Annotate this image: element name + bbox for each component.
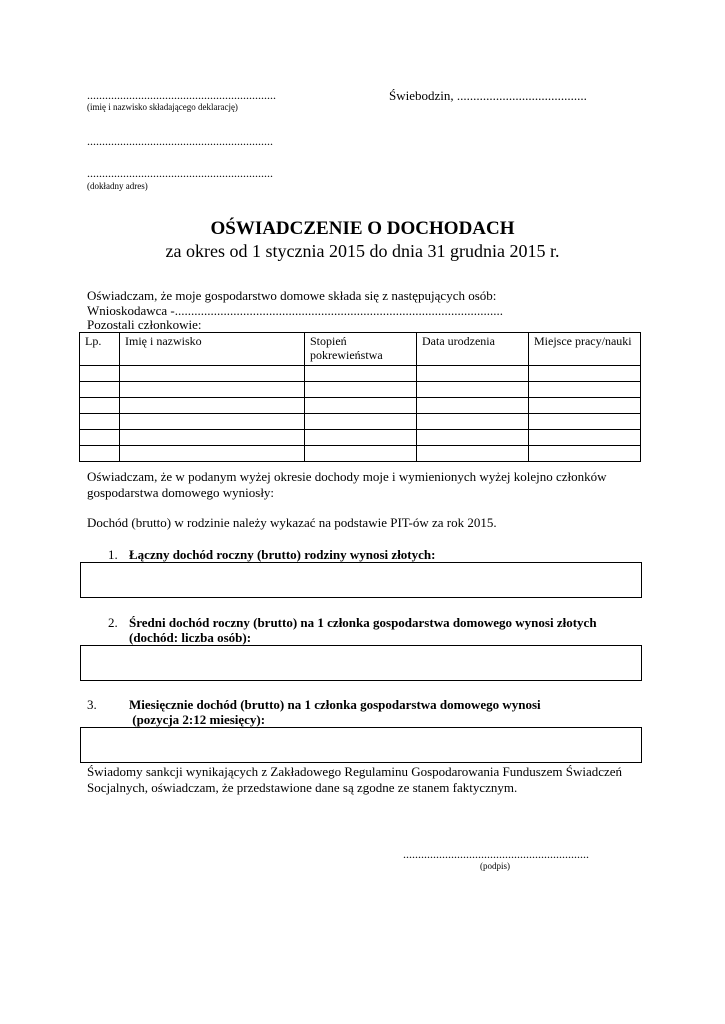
name-caption: (imię i nazwisko składającego deklarację)	[87, 102, 238, 112]
table-cell[interactable]	[529, 430, 641, 446]
table-row	[80, 446, 641, 462]
table-cell[interactable]	[120, 382, 305, 398]
table-cell[interactable]	[80, 414, 120, 430]
table-cell[interactable]	[80, 398, 120, 414]
question-3-text-line2: (pozycja 2:12 miesięcy):	[129, 712, 266, 727]
table-cell[interactable]	[529, 398, 641, 414]
question-2-text: Średni dochód roczny (brutto) na 1 członka gospodarstwa domowego wynosi złotych	[129, 615, 597, 630]
page-title: OŚWIADCZENIE O DOCHODACH	[210, 218, 515, 239]
declaration-text: Oświadczam, że w podanym wyżej okresie dochody moje i wymienionych wyżej kolejno członków gospodarstwa domowego wyniosły:	[87, 469, 607, 500]
question-3-text: Miesięcznie dochód (brutto) na 1 członka gospodarstwa domowego wynosi	[129, 697, 541, 712]
header-birth-date: Data urodzenia	[417, 333, 529, 366]
table-header-row	[80, 333, 641, 366]
address-line-1: ..............................................................	[87, 134, 273, 148]
table-cell[interactable]	[120, 366, 305, 382]
table-cell[interactable]	[120, 430, 305, 446]
table-cell[interactable]	[305, 366, 417, 382]
table-cell[interactable]	[305, 430, 417, 446]
table-cell[interactable]	[80, 430, 120, 446]
table-cell[interactable]	[417, 366, 529, 382]
table-row	[80, 398, 641, 414]
name-field-dots: ...............................................................	[87, 88, 276, 102]
table-cell[interactable]	[305, 446, 417, 462]
question-2-number: 2.	[108, 615, 118, 630]
table-cell[interactable]	[80, 446, 120, 462]
closing-statement: Świadomy sankcji wynikających z Zakładowego Regulaminu Gospodarowania Funduszem Świadczeń Socjalnych, oświadczam, że przedstawione dane są zgodne ze stanem faktycznym.	[87, 764, 623, 795]
table-cell[interactable]	[417, 414, 529, 430]
question-3-answer-box[interactable]	[80, 727, 642, 763]
intro-line: Oświadczam, że moje gospodarstwo domowe składa się z następujących osób:	[87, 288, 497, 303]
table-cell[interactable]	[529, 446, 641, 462]
table-cell[interactable]	[120, 446, 305, 462]
table-cell[interactable]	[417, 446, 529, 462]
table-row	[80, 382, 641, 398]
table-cell[interactable]	[417, 382, 529, 398]
question-1-number: 1.	[108, 547, 118, 562]
table-cell[interactable]	[305, 382, 417, 398]
table-cell[interactable]	[529, 382, 641, 398]
table-row	[80, 414, 641, 430]
table-cell[interactable]	[529, 414, 641, 430]
question-1-answer-box[interactable]	[80, 562, 642, 598]
header-relationship: Stopień pokrewieństwa	[305, 333, 417, 366]
header-name: Imię i nazwisko	[120, 333, 305, 366]
table-row	[80, 366, 641, 382]
table-cell[interactable]	[120, 414, 305, 430]
table-cell[interactable]	[305, 398, 417, 414]
table-cell[interactable]	[417, 398, 529, 414]
table-cell[interactable]	[305, 414, 417, 430]
question-2-answer-box[interactable]	[80, 645, 642, 681]
address-line-2: ..............................................................	[87, 166, 273, 180]
table-cell[interactable]	[80, 382, 120, 398]
table-cell[interactable]	[120, 398, 305, 414]
signature-caption: (podpis)	[480, 861, 510, 871]
header-workplace: Miejsce pracy/nauki	[529, 333, 641, 366]
members-table	[79, 332, 641, 462]
question-1-text: Łączny dochód roczny (brutto) rodziny wynosi złotych:	[129, 547, 436, 562]
question-2-text-line2: (dochód: liczba osób):	[129, 630, 252, 645]
table-cell[interactable]	[417, 430, 529, 446]
address-caption: (dokładny adres)	[87, 181, 148, 191]
place-date-field: Świebodzin, ........................................	[389, 88, 587, 103]
pit-basis-note: Dochód (brutto) w rodzinie należy wykazać na podstawie PIT-ów za rok 2015.	[87, 515, 497, 530]
other-members-label: Pozostali członkowie:	[87, 317, 202, 332]
question-3-number: 3.	[87, 697, 97, 712]
table-row	[80, 430, 641, 446]
header-lp: Lp.	[80, 333, 120, 366]
page-subtitle: za okres od 1 stycznia 2015 do dnia 31 grudnia 2015 r.	[165, 241, 560, 261]
table-cell[interactable]	[529, 366, 641, 382]
signature-line: ..............................................................	[403, 847, 589, 861]
applicant-line: Wnioskodawca -.....................................................................................................	[87, 303, 503, 318]
table-cell[interactable]	[80, 366, 120, 382]
